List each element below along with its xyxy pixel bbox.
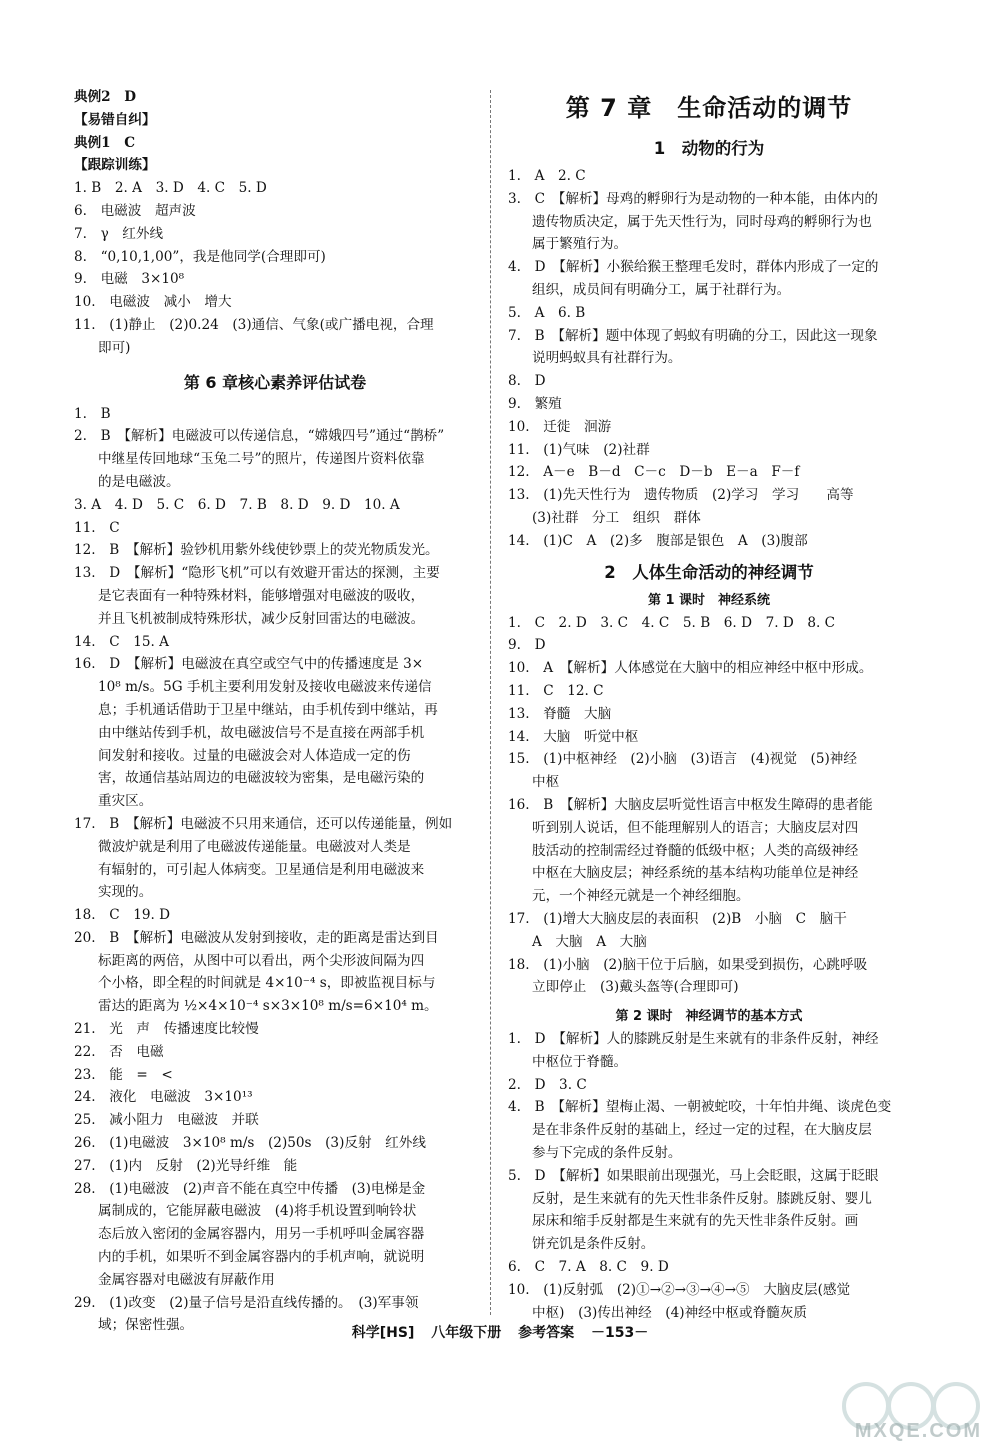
answer-line: 重灾区。 [98,793,153,810]
answer-line: 是它表面有一种特殊材料，能够增强对电磁波的吸收， [98,587,425,604]
answer-line: 10. 电磁波 减小 增大 [74,294,232,311]
answer-line: 态后放入密闭的金属容器内，用另一手机呼叫金属容器 [98,1226,425,1243]
answer-line: 4. D 【解析】小猴给猴王整理毛发时，群体内形成了一定的 [508,259,879,276]
answer-line: 11. (1)静止 (2)0.24 (3)通信、气象(或广播电视，合理 [74,316,434,333]
answer-line: 息；手机通话借助于卫星中继站，由手机传到中继站，再 [98,701,438,718]
answer-line: 18. C 19. D [74,907,171,924]
answer-line: 中枢在大脑皮层；神经系统的基本结构功能单位是神经 [532,865,859,882]
answer-line: 21. 光 声 传播速度比较慢 [74,1021,259,1038]
answer-line: 24. 液化 电磁波 3×10¹³ [74,1089,253,1106]
answer-line: 组织，成员间有明确分工，属于社群行为。 [532,281,791,298]
footer-grade: 八年级下册 [431,1325,502,1341]
answer-line: 参与下完成的条件反射。 [532,1145,682,1162]
answer-line: 金属容器对电磁波有屏蔽作用 [98,1271,275,1288]
answer-line: 8. “0,10,1,00”，我是他同学(合理即可) [74,248,326,265]
answer-line: 是在非条件反射的基础上，经过一定的过程，在大脑皮层 [532,1122,872,1139]
answer-line: 9. 电磁 3×10⁸ [74,271,185,288]
answer-line: 1. B [74,405,111,422]
answer-line: 20. B 【解析】电磁波从发射到接收，走的距离是雷达到目 [74,929,439,946]
answer-line: 【跟踪训练】 [74,157,156,174]
section-heading: 1 动物的行为 [653,139,765,158]
answer-line: 17. B 【解析】电磁波不只用来通信，还可以传递能量，例如 [74,815,453,832]
answer-line: 即可) [98,339,131,356]
answer-line: 典例2 D [74,89,137,105]
answer-line: 15. (1)中枢神经 (2)小脑 (3)语言 (4)视觉 (5)神经 [508,751,857,768]
answer-line: 微波炉就是利用了电磁波传递能量。电磁波对人类是 [98,838,411,855]
answer-line: 14. 大脑 听觉中枢 [508,728,639,745]
footer-subject: 科学[HS] [351,1325,415,1341]
answer-line: 2. D 3. C [508,1076,587,1093]
answer-line: 个小格，即全程的时间就是 4×10⁻⁴ s，即被监视目标与 [98,975,436,992]
section-heading: 第 6 章核心素养评估试卷 [183,372,367,392]
lesson-heading: 第 1 课时 神经系统 [647,592,771,608]
answer-line: 13. D 【解析】“隐形飞机”可以有效避开雷达的探测，主要 [74,565,440,582]
answer-line: 16. B 【解析】大脑皮层听觉性语言中枢发生障碍的患者能 [508,796,873,813]
answer-line: 6. 电磁波 超声波 [74,202,196,219]
answer-line: 听到别人说话，但不能理解别人的语言；大脑皮层对四 [532,819,859,836]
answer-line: 有辐射的，可引起人体病变。卫星通信是利用电磁波来 [98,861,425,878]
answer-line: 5. D 【解析】如果眼前出现强光，马上会眨眼，这属于眨眼 [508,1167,879,1184]
answer-line: 标距离的两倍，从图中可以看出，两个尖形波间隔为四 [98,952,425,969]
lesson-heading: 第 2 课时 神经调节的基本方式 [615,1009,803,1025]
answer-line: 肢活动的控制需经过脊髓的低级中枢；人类的高级神经 [532,842,859,859]
answer-line: 害，故通信基站周边的电磁波较为密集，是电磁污染的 [98,770,425,787]
right-column [508,86,910,1324]
answer-line: 反射，是生来就有的先天性非条件反射。膝跳反射、婴儿 [532,1190,872,1207]
answer-line: 间发射和接收。过量的电磁波会对人体造成一定的伤 [98,747,411,764]
left-column [74,86,476,1337]
answer-line: 的是电磁波。 [98,473,180,490]
page-footer [0,1322,1000,1342]
answer-line: 23. 能 = < [74,1066,173,1083]
answer-line: 16. D 【解析】电磁波在真空或空气中的传播速度是 3× [74,656,424,673]
answer-line: 28. (1)电磁波 (2)声音不能在真空中传播 (3)电梯是金 [74,1180,426,1197]
answer-line: 10. (1)反射弧 (2)①→②→③→④→⑤ 大脑皮层(感觉 [508,1281,851,1298]
answer-line: 14. C 15. A [74,633,169,650]
answer-line: 说明蚂蚁具有社群行为。 [532,350,682,367]
answer-line: 10⁸ m/s。5G 手机主要利用发射及接收电磁波来传递信 [98,679,432,696]
answer-line: 13. 脊髓 大脑 [508,705,612,722]
answer-line: 17. (1)增大大脑皮层的表面积 (2)B 小脑 C 脑干 [508,910,847,927]
answer-line: 7. γ 红外线 [74,225,164,242]
answer-line: 立即停止 (3)戴头盔等(合理即可) [532,979,739,996]
answer-line: 12. B 【解析】验钞机用紫外线使钞票上的荧光物质发光。 [74,542,439,559]
answer-line: 5. A 6. B [508,304,586,321]
answer-line: 中枢) (3)传出神经 (4)神经中枢或脊髓灰质 [532,1304,807,1321]
answer-line: 中枢 [532,774,560,791]
answer-line: 3. C 【解析】母鸡的孵卵行为是动物的一种本能，由体内的 [508,190,879,207]
answer-line: A 大脑 A 大脑 [532,933,647,950]
answer-line: 1. B 2. A 3. D 4. C 5. D [74,180,267,197]
answer-line: 18. (1)小脑 (2)脑干位于后脑，如果受到损伤，心跳呼吸 [508,956,868,973]
answer-line: 14. (1)C A (2)多 腹部是银色 A (3)腹部 [508,532,808,549]
answer-line: 实现的。 [98,884,153,901]
answer-line: 9. 繁殖 [508,395,562,412]
answer-line: 中枢位于脊髓。 [532,1053,628,1070]
answer-line: 典例1 C [74,134,136,151]
answer-line: 4. B 【解析】望梅止渴、一朝被蛇咬，十年怕井绳、谈虎色变 [508,1099,892,1116]
answer-line: 6. C 7. A 8. C 9. D [508,1259,669,1276]
answer-line: 9. D [508,637,546,654]
answer-line: 属制成的，它能屏蔽电磁波 (4)将手机设置到响铃状 [98,1203,417,1220]
answer-line: 中继星传回地球“玉兔二号”的照片，传递图片资料依靠 [98,451,425,468]
answer-line: 内的手机，如果听不到金属容器内的手机声响，就说明 [98,1249,425,1266]
answer-line: 22. 否 电磁 [74,1043,164,1060]
answer-line: 【易错自纠】 [74,111,156,128]
answer-line: 11. (1)气味 (2)社群 [508,441,650,458]
answer-line: 元，一个神经元就是一个神经细胞。 [532,888,750,905]
answer-line: 2. B 【解析】电磁波可以传递信息，“嫦娥四号”通过“鹊桥” [74,428,445,445]
answer-line: 属于繁殖行为。 [532,236,628,253]
answer-line: 1. D 【解析】人的膝跳反射是生来就有的非条件反射，神经 [508,1031,879,1048]
footer-page-number: －153－ [591,1325,649,1341]
answer-line: 10. A 【解析】人体感觉在大脑中的相应神经中枢中形成。 [508,660,873,677]
answer-line: 11. C 12. C [508,682,604,699]
answer-line: 1. A 2. C [508,168,586,184]
answer-line: 并且飞机被制成特殊形状，减少反射回雷达的电磁波。 [98,610,425,627]
answer-line: 域；保密性强。 [98,1317,194,1334]
answer-line: 25. 减小阻力 电磁波 并联 [74,1112,259,1129]
answer-line: 10. 迁徙 洄游 [508,418,612,435]
answer-line: 尿床和缩手反射都是生来就有的先天性非条件反射。画 [532,1213,859,1230]
answer-line: 雷达的距离为 ½×4×10⁻⁴ s×3×10⁸ m/s=6×10⁴ m。 [98,998,438,1015]
section-heading: 2 人体生命活动的神经调节 [604,562,814,582]
answer-line: 遗传物质决定，属于先天性行为，同时母鸡的孵卵行为也 [532,213,872,230]
answer-line: 饼充饥是条件反射。 [532,1236,655,1253]
answer-line: 27. (1)内 反射 (2)光导纤维 能 [74,1157,298,1174]
answer-line: 13. (1)先天性行为 遗传物质 (2)学习 学习 高等 [508,487,854,504]
answer-line: (3)社群 分工 组织 群体 [532,509,701,526]
answer-line: 8. D [508,373,546,390]
answer-line: 3. A 4. D 5. C 6. D 7. B 8. D 9. D 10. A [74,496,400,513]
answer-line: 由中继站传到手机，故电磁波信号不是直接在两部手机 [98,724,425,741]
answer-line: 1. C 2. D 3. C 4. C 5. B 6. D 7. D 8. C [508,614,836,631]
watermark-text: MXQE.COM [854,1420,982,1442]
chapter-title: 第 7 章 生命活动的调节 [565,94,853,122]
column-divider [490,90,491,1315]
answer-line: 26. (1)电磁波 3×10⁸ m/s (2)50s (3)反射 红外线 [74,1135,426,1152]
answer-line: 12. A－e B－d C－c D－b E－a F－f [508,464,800,481]
answer-line: 11. C [74,519,120,536]
answer-line: 7. B 【解析】题中体现了蚂蚁有明确的分工，因此这一现象 [508,327,878,344]
answer-line: 29. (1)改变 (2)量子信号是沿直线传播的。 (3)军事领 [74,1294,419,1311]
footer-answers: 参考答案 [518,1325,575,1341]
